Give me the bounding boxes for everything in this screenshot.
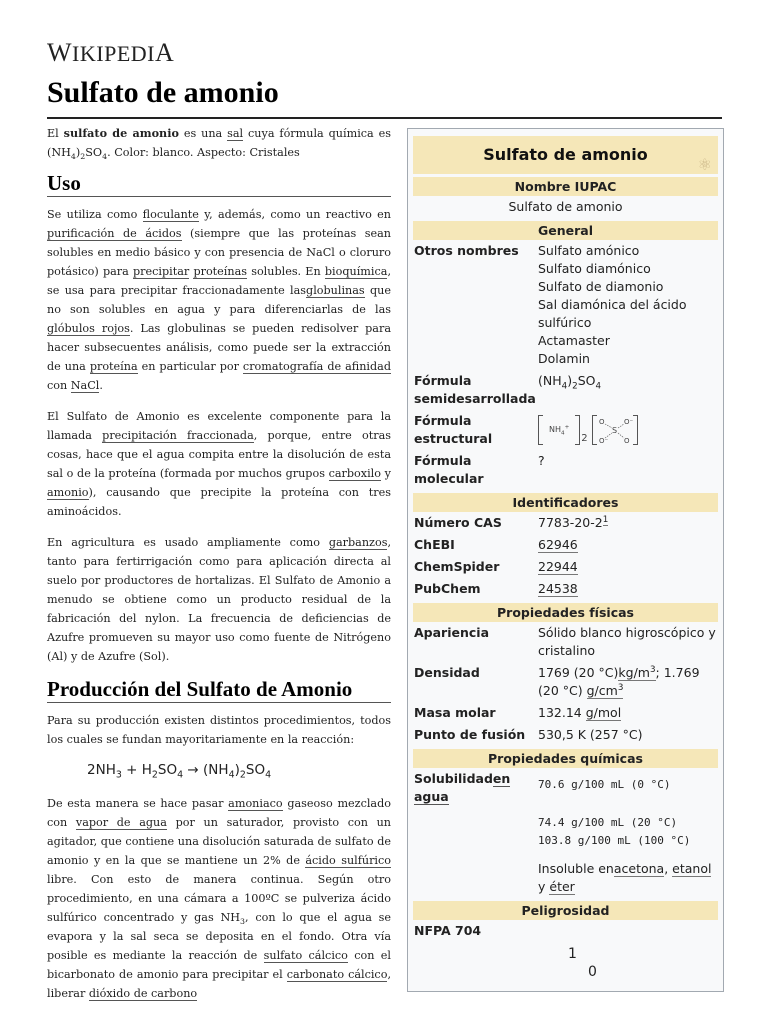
infobox-title-text: Sulfato de amonio (483, 145, 648, 164)
link-proteina[interactable]: proteína (89, 360, 138, 373)
text: ; 1.769 (20 °C) (538, 665, 700, 698)
row-cas (413, 512, 718, 534)
row-solubilidad (413, 768, 718, 898)
chemspider-link[interactable]: 22944 (538, 559, 578, 574)
svg-text:O⁻: O⁻ (598, 437, 608, 445)
article-body (47, 124, 391, 1015)
link-dioxido-de-carbono[interactable]: dióxido de carbono (88, 987, 198, 1000)
sulfate-structure-icon (597, 415, 633, 445)
reference-link[interactable]: 1 (602, 514, 609, 525)
link-etanol[interactable]: etanol (672, 861, 712, 876)
text: SO (577, 373, 596, 388)
otros-nombres-list (538, 242, 718, 368)
intro-paragraph: El sulfato de amonio es una sal cuya fórmula química es $(NH_4)_2SO_4$. Color: blanco. Aspecto: Cristales (47, 126, 391, 162)
section-header-iupac: Nombre IUPAC (413, 177, 718, 196)
chebi-link[interactable]: 62946 (538, 537, 578, 552)
text: (NH (538, 373, 562, 388)
unit-link-kgm3[interactable] (618, 665, 655, 681)
produccion-paragraph-2 (47, 794, 391, 1003)
masa-molar (538, 704, 718, 722)
text: por un saturador, provisto con un agitador, que contiene una disolución saturada de sulfato de amonio y en la que se mantiene un 2% de (47, 816, 391, 867)
row-nfpa (413, 920, 718, 942)
logo-iki: IKIPEDI (72, 41, 155, 66)
solubilidad (538, 770, 718, 896)
subscript: 4 (70, 152, 76, 162)
subscript: 2 (80, 152, 86, 162)
label-masa-molar: Masa molar (414, 705, 496, 720)
label-formula-estructural: Fórmula estructural (414, 413, 493, 446)
subscript: 2 (239, 769, 246, 781)
link-vapor-de-agua[interactable]: vapor de agua (75, 816, 167, 829)
text: 2NH (87, 762, 116, 778)
unit-link-gcm3[interactable] (587, 683, 624, 699)
section-header-identificadores: Identificadores (413, 493, 718, 512)
bracket-left-icon (538, 415, 543, 445)
struct-count: 2 (581, 433, 588, 444)
svg-text:S: S (611, 426, 617, 435)
otro-nombre: Sulfato diamónico (538, 261, 651, 276)
label-chebi: ChEBI (414, 537, 455, 552)
link-eter[interactable]: éter (549, 879, 575, 894)
densidad (538, 664, 718, 700)
logo-w: W (47, 38, 73, 67)
text: → (NH (183, 762, 229, 778)
wikipedia-logo[interactable] (47, 38, 174, 68)
title-divider (47, 117, 722, 119)
text: De esta manera se hace pasar (47, 797, 229, 810)
unit-text: g/cm (586, 683, 618, 698)
text: SO (157, 762, 178, 778)
formula-molecular: ? (538, 453, 545, 468)
page-title: Sulfato de amonio (47, 76, 279, 109)
section-header-propiedades-quimicas: Propiedades químicas (413, 749, 718, 768)
link-carbonato-calcico[interactable]: carbonato cálcico (286, 968, 388, 981)
text: , con lo que el agua se evapora y la sal seca se deposita en el fondo. Otra vía posible es mediante la reacción de (47, 911, 392, 962)
subscript: 4 (561, 430, 565, 437)
text: , (664, 861, 673, 876)
cas-number (538, 514, 718, 532)
nfpa-top-value: 1 (568, 946, 577, 962)
logo-a: A (154, 38, 175, 67)
text: . (99, 379, 103, 392)
text: SO (245, 762, 266, 778)
uso-paragraph-2 (47, 407, 391, 521)
text: ) (234, 762, 240, 778)
text: en particular por (137, 360, 243, 373)
link-globulinas[interactable]: globulinas (306, 284, 365, 297)
chembox-infobox (407, 128, 724, 992)
svg-text:O: O (598, 418, 605, 426)
link-amoniaco[interactable]: amoniaco (228, 797, 283, 810)
row-masa-molar (413, 702, 718, 724)
text: solubles. En (247, 265, 325, 278)
apariencia: Sólido blanco higroscópico y cristalino (538, 625, 716, 658)
text: es una (178, 127, 228, 140)
infobox-title (413, 136, 718, 174)
row-punto-de-fusion (413, 724, 718, 746)
subscript: 3 (115, 769, 122, 781)
subscript: 3 (240, 917, 246, 927)
otro-nombre: Sal diamónica del ácido sulfúrico (538, 297, 687, 330)
bracket-right-icon (633, 415, 638, 445)
superscript: 3 (617, 682, 624, 693)
section-header-propiedades-fisicas: Propiedades físicas (413, 603, 718, 622)
link-globulos-rojos[interactable]: glóbulos rojos (47, 322, 130, 335)
row-otros-nombres (413, 240, 718, 370)
row-apariencia (413, 622, 718, 662)
cas-value: 7783-20-2 (538, 515, 603, 530)
text: y (381, 467, 391, 480)
text: 132.14 (538, 705, 582, 720)
otro-nombre: Actamaster (538, 333, 610, 348)
otro-nombre: Dolamin (538, 351, 590, 366)
text: cuya fórmula química es (NH (47, 127, 391, 159)
label-apariencia: Apariencia (414, 625, 490, 640)
row-chemspider (413, 556, 718, 578)
text: Se utiliza como (47, 208, 143, 221)
label-punto-de-fusion: Punto de fusión (414, 727, 526, 742)
link-sal[interactable]: sal (227, 127, 244, 140)
svg-text:O: O (623, 437, 630, 445)
unit-text: kg/m (618, 665, 650, 680)
label-nfpa: NFPA 704 (414, 923, 482, 938)
link-carboxilo[interactable]: carboxilo (328, 467, 381, 480)
otro-nombre: Sulfato de diamonio (538, 279, 664, 294)
link-acetona[interactable]: acetona (613, 861, 665, 876)
link-nacl[interactable]: NaCl (70, 379, 100, 392)
section-header-general: General (413, 221, 718, 240)
label-otros-nombres: Otros nombres (414, 243, 519, 258)
solubility-value: 103.8 g/100 mL (100 °C) (538, 834, 691, 847)
link-acido-sulfurico[interactable]: ácido sulfúrico (305, 854, 391, 867)
row-formula-semidesarrollada (413, 370, 718, 410)
row-densidad (413, 662, 718, 702)
text: Insoluble en (538, 861, 614, 876)
row-pubchem (413, 578, 718, 600)
text: , porque, entre otras cosas, hace que el agua compita entre la disolución de esta sal o de la proteína (formada por muchos grupos (47, 429, 392, 480)
text: y (538, 879, 550, 894)
link-precipitacion-fraccionada[interactable]: precipitación fraccionada (102, 429, 254, 442)
section-heading-produccion: Producción del Sulfato de Amonio (47, 680, 391, 703)
article-subject: sulfato de amonio (63, 126, 179, 140)
pubchem-link[interactable]: 24538 (538, 581, 578, 596)
text: , liberar (47, 968, 391, 1000)
link-floculante[interactable]: floculante (142, 208, 199, 221)
text: El (47, 127, 64, 140)
subscript: 4 (265, 769, 272, 781)
text: 1769 (20 °C) (538, 665, 619, 680)
uso-paragraph-1 (47, 205, 391, 395)
bracket-right-icon (575, 415, 580, 445)
text: con el bicarbonato de amonio para precipitar el (47, 949, 391, 981)
link-bioquimica[interactable]: bioquímica (324, 265, 388, 278)
text: (siempre que las proteínas sean solubles en medio básico y con presencia de NaCl o cloruro potásico) para (47, 227, 392, 278)
label-formula-semidesarrollada: Fórmula semidesarrollada (414, 373, 536, 406)
text: . Color: blanco. Aspecto: Cristales (107, 146, 300, 159)
text: con (47, 379, 71, 392)
subscript: 2 (151, 769, 158, 781)
structural-formula-image[interactable] (538, 412, 718, 448)
label-densidad: Densidad (414, 665, 480, 680)
row-formula-molecular (413, 450, 718, 490)
label-solubilidad (413, 770, 538, 896)
subscript: 2 (572, 381, 578, 392)
produccion-paragraph-1: Para su producción existen distintos procedimientos, todos los cuales se fundan mayoritariamente en la reacción: (47, 714, 391, 746)
subscript: 4 (561, 381, 568, 392)
link-cromatografia[interactable]: cromatografía de afinidad (242, 360, 391, 373)
link-precipitar[interactable]: precipitar (133, 265, 190, 278)
text: En agricultura es usado ampliamente como (47, 536, 329, 549)
subscript: 4 (595, 381, 602, 392)
molecule-image-icon[interactable]: ⚛ (697, 155, 712, 174)
otro-nombre: Sulfato amónico (538, 243, 640, 258)
text: y, además, como un reactivo en (198, 208, 391, 221)
text: + H (121, 762, 152, 778)
label-cas: Número CAS (414, 515, 502, 530)
text: ), causando que precipite la proteína con tres aminoácidos. (47, 486, 391, 518)
formula-semidesarrollada (538, 372, 718, 408)
text: que no son solubles en agua y para diferenciarlas de las (47, 284, 391, 316)
link-purificacion[interactable]: purificación de ácidos (47, 227, 182, 240)
punto-de-fusion: 530,5 K (257 °C) (538, 727, 643, 742)
link-garbanzos[interactable]: garbanzos (328, 536, 388, 549)
nfpa-right-value: 0 (588, 964, 597, 980)
subscript: 4 (177, 769, 184, 781)
link-proteinas[interactable]: proteínas (193, 265, 247, 278)
svg-text:O⁻: O⁻ (623, 418, 633, 426)
row-chebi (413, 534, 718, 556)
text: NH (549, 425, 561, 434)
text: , se usa para precipitar fraccionadamente las (47, 265, 391, 297)
text: gaseoso mezclado con (47, 797, 391, 829)
subscript: 4 (228, 769, 235, 781)
label-chemspider: ChemSpider (414, 559, 500, 574)
text: libre. Con esto de manera continua. Según otro procedimiento, en una cámara a 100ºC se pulveriza ácido sulfúrico concentrado y gas NH (47, 873, 391, 924)
label-pubchem: PubChem (414, 581, 481, 596)
link-en-agua[interactable]: en agua (414, 771, 511, 804)
section-heading-uso: Uso (47, 174, 391, 197)
unit-link-gmol[interactable]: g/mol (585, 705, 622, 720)
link-amonio[interactable]: amonio (47, 486, 89, 499)
reaction-equation (87, 761, 391, 780)
text: SO (85, 146, 103, 159)
link-sulfato-calcico[interactable]: sulfato cálcico (263, 949, 348, 962)
uso-paragraph-3 (47, 533, 391, 666)
superscript: + (564, 424, 570, 431)
subscript: 4 (102, 152, 108, 162)
solubility-value: 70.6 g/100 mL (0 °C) (538, 778, 671, 791)
text: , tanto para fertirrigación como para aplicación directa al suelo por productores de hortalizas. El Sulfato de Amonio a menudo se obtiene como un producto residual de la fabricación del nylon. La frecuencia de deficiencias de Azufre promueven su mayor uso como fuente de Nitrógeno (Al) y de Azufre (Sol). (47, 536, 391, 663)
superscript: 3 (649, 664, 656, 675)
row-formula-estructural (413, 410, 718, 450)
section-header-peligrosidad: Peligrosidad (413, 901, 718, 920)
solubility-value: 74.4 g/100 mL (20 °C) (538, 816, 678, 829)
nfpa-704-diamond[interactable] (408, 942, 723, 992)
iupac-name: Sulfato de amonio (508, 199, 623, 214)
label-formula-molecular: Fórmula molecular (414, 453, 484, 486)
text: El Sulfato de Amonio es excelente componente para la llamada (47, 410, 391, 442)
text: ) (567, 373, 573, 388)
text: . Las globulinas se pueden redisolver para hacer subsecuentes análisis, como puede ser la extracción de una (47, 322, 391, 373)
text: Solubilidad (414, 771, 493, 786)
